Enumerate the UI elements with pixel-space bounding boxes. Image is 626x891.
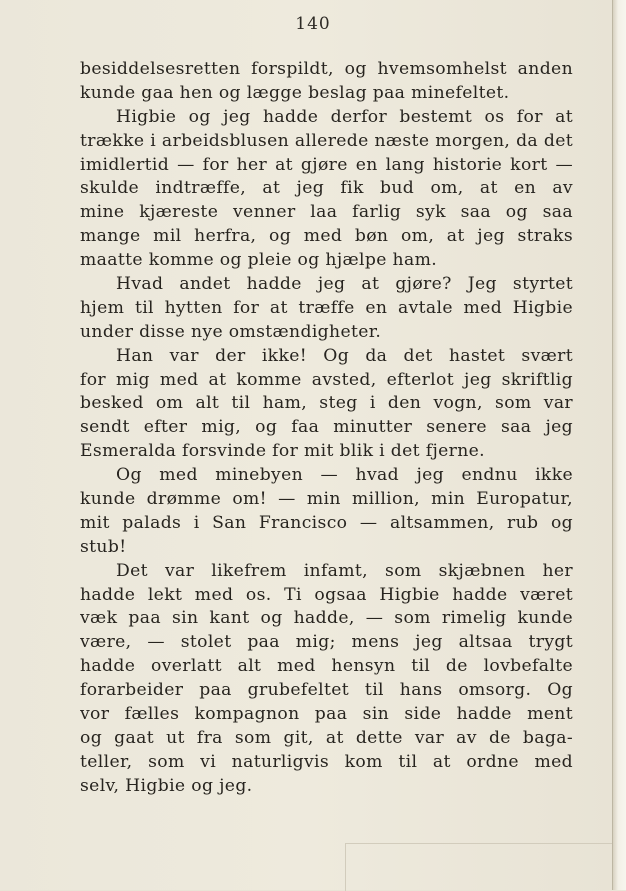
- text-line: og gaat ut fra som git, at dette var av de baga-: [80, 727, 573, 748]
- text-line: Hvad andet hadde jeg at gjøre? Jeg styrtet: [116, 274, 573, 295]
- text-line: teller, som vi naturligvis kom til at ordne med: [80, 751, 573, 772]
- text-line: kunde gaa hen og lægge beslag paa minefeltet.: [80, 82, 510, 103]
- text-line: hjem til hytten for at træffe en avtale med Higbie: [80, 297, 573, 318]
- page-number: 140: [295, 14, 331, 34]
- text-line: Higbie og jeg hadde derfor bestemt os for at: [116, 106, 573, 127]
- text-line: besiddelsesretten forspildt, og hvemsomhelst anden: [80, 59, 573, 79]
- text-line: være, — stolet paa mig; mens jeg altsaa trygt: [80, 632, 573, 653]
- text-line: for mig med at komme avsted, efterlot jeg skriftlig: [80, 369, 573, 390]
- text-line: maatte komme og pleie og hjælpe ham.: [80, 250, 438, 271]
- text-line: vor fælles kompagnon paa sin side hadde ment: [80, 704, 573, 725]
- text-line: hadde lekt med os. Ti ogsaa Higbie hadde været: [80, 584, 573, 605]
- text-line: skulde indtræffe, at jeg fik bud om, at en av: [80, 178, 573, 199]
- text-line: besked om alt til ham, steg i den vogn, som var: [80, 393, 573, 414]
- text-line: kunde drømme om! — min million, min Europatur,: [80, 489, 573, 510]
- text-line: Det var likefrem infamt, som skjæbnen her: [116, 560, 573, 581]
- text-line: mine kjæreste venner laa farlig syk saa og saa: [80, 202, 573, 223]
- page-edge: [612, 0, 626, 890]
- text-line: Han var der ikke! Og da det hastet svært: [116, 345, 573, 366]
- text-line: væk paa sin kant og hadde, — som rimelig kunde: [80, 608, 573, 629]
- text-line: mit palads i San Francisco — altsammen, rub og: [80, 512, 573, 533]
- text-line: trække i arbeidsblusen allerede næste morgen, da det: [80, 130, 573, 151]
- text-line: hadde overlatt alt med hensyn til de lovbefalte: [80, 656, 573, 677]
- text-line: forarbeider paa grubefeltet til hans omsorg. Og: [80, 680, 573, 701]
- text-line: selv, Higbie og jeg.: [80, 775, 253, 796]
- text-line: stub!: [80, 536, 127, 557]
- body-text: [80, 58, 573, 799]
- text-line: Og med minebyen — hvad jeg endnu ikke: [116, 465, 573, 486]
- text-line: mange mil herfra, og med bøn om, at jeg straks: [80, 226, 573, 247]
- page-corner-mark: [345, 843, 614, 891]
- text-line: under disse nye omstændigheter.: [80, 321, 382, 342]
- text-line: imidlertid — for her at gjøre en lang historie kort —: [80, 154, 573, 175]
- text-line: Esmeralda forsvinde for mit blik i det fjerne.: [80, 441, 485, 462]
- text-line: sendt efter mig, og faa minutter senere saa jeg: [80, 417, 573, 438]
